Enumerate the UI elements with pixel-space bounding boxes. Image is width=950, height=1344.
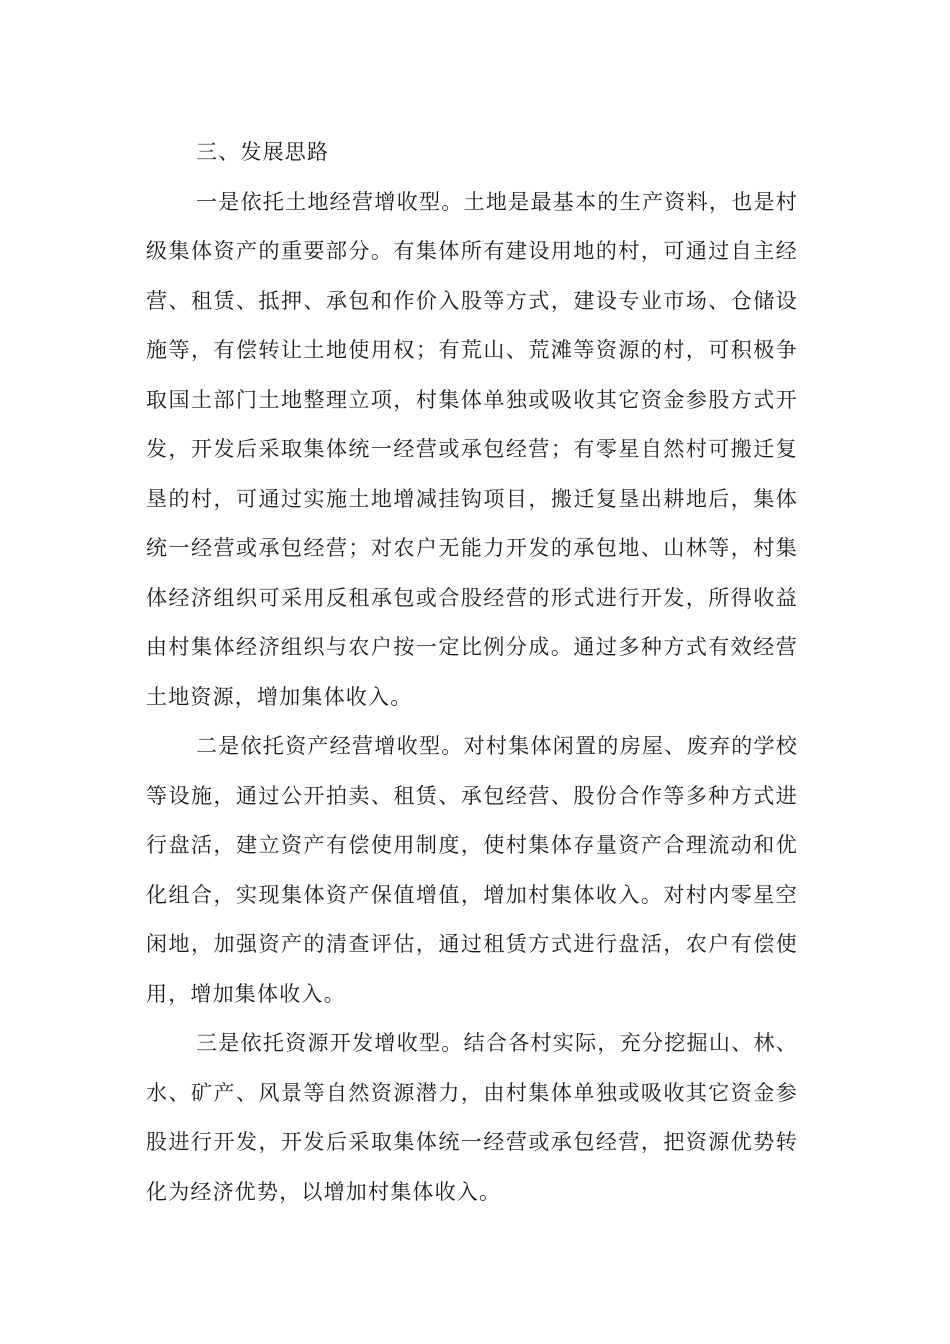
paragraph-land-operation: 一是依托土地经营增收型。土地是最基本的生产资料，也是村级集体资产的重要部分。有集体所有建设用地的村，可通过自主经营、租赁、抵押、承包和作价入股等方式，建设专业市场、仓储设施等，有偿转让土地使用权；有荒山、荒滩等资源的村，可积极争取国土部门土地整理立项，村集体单独或吸收其它资金参股方式开发，开发后采取集体统一经营或承包经营；有零星自然村可搬迁复垦的村，可通过实施土地增减挂钩项目，搬迁复垦出耕地后，集体统一经营或承包经营；对农户无能力开发的承包地、山林等，村集体经济组织可采用反租承包或合股经营的形式进行开发，所得收益由村集体经济组织与农户按一定比例分成。通过多种方式有效经营土地资源，增加集体收入。 bbox=[146, 189, 798, 709]
paragraph-asset-operation: 二是依托资产经营增收型。对村集体闲置的房屋、废弃的学校等设施，通过公开拍卖、租赁、承包经营、股份合作等多种方式进行盘活，建立资产有偿使用制度，使村集体存量资产合理流动和优化组合，实现集体资产保值增值，增加村集体收入。对村内零星空闲地，加强资产的清查评估，通过租赁方式进行盘活，农户有偿使用，增加集体收入。 bbox=[146, 734, 798, 1006]
document-body bbox=[146, 128, 798, 1217]
paragraph-resource-development: 三是依托资源开发增收型。结合各村实际，充分挖掘山、林、水、矿产、风景等自然资源潜力，由村集体单独或吸收其它资金参股进行开发，开发后采取集体统一经营或承包经营，把资源优势转化为经济优势，以增加村集体收入。 bbox=[146, 1031, 798, 1204]
section-heading: 三、发展思路 bbox=[196, 140, 330, 164]
